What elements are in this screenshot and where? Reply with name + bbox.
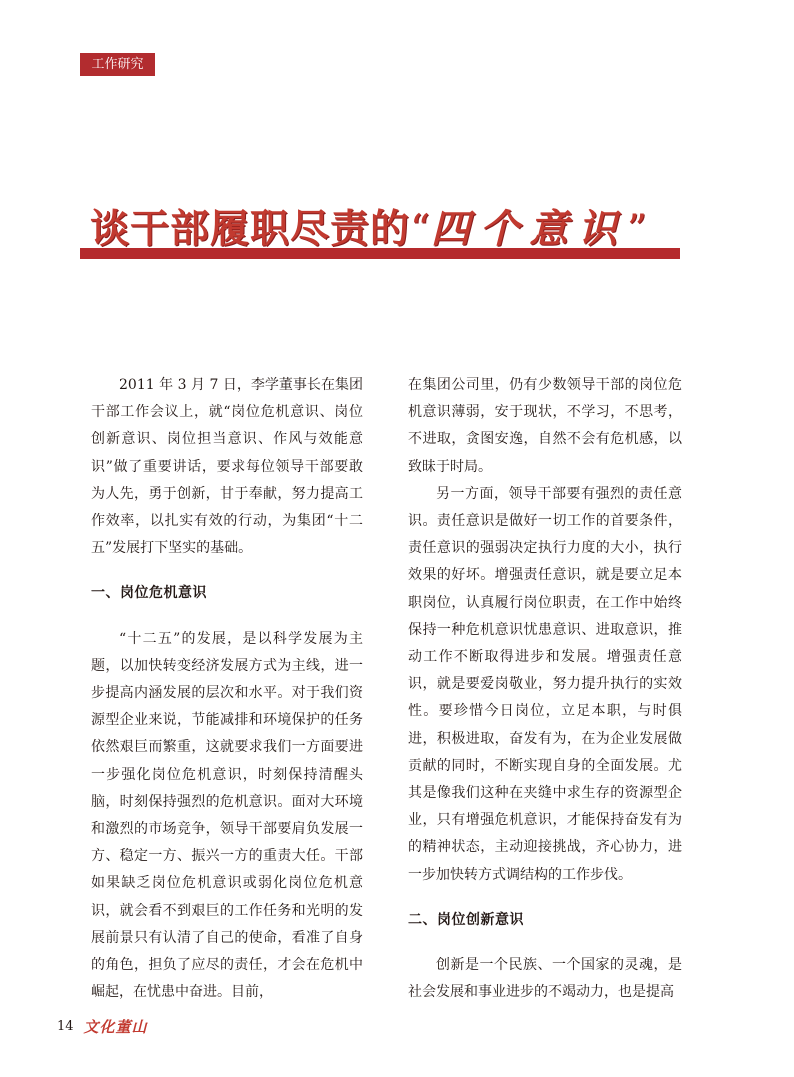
title-quote-close: ” [626,207,648,252]
article-title [90,204,648,256]
section-heading-1: 一、岗位危机意识 [91,585,207,602]
left-column [91,372,363,1006]
intro-paragraph: 2011 年 3 月 7 日，李学董事长在集团干部工作会议上，就“岗位危机意识、岗位创新意识、岗位担当意识、作风与效能意识”做了重要讲话，要求每位领导干部要敢为人先，勇于创新，甘于奉献，努力提高工作效率，以扎实有效的行动，为集团“十二五”发展打下坚实的基础。 [91,377,363,557]
body-paragraph-1: “十二五”的发展，是以科学发展为主题，以加快转变经济发展方式为主线，进一步提高内涵发展的层次和水平。对于我们资源型企业来说，节能减排和环境保护的任务依然艰巨而繁重，这就要求我们一方面要进一步强化岗位危机意识，时刻保持清醒头脑，时刻保持强烈的危机意识。面对大环境和激烈的市场竞争，领导干部要肩负发展一方、稳定一方、振兴一方的重责大任。干部如果缺乏岗位危机意识或弱化岗位危机意识，就会看不到艰巨的工作任务和光明的发展前景只有认清了自己的使命，看准了自身的角色，担负了应尽的责任，才会在危机中崛起，在忧患中奋进。目前， [91,630,363,1001]
section-tag: 工作研究 [80,53,155,76]
magazine-logo: 文化董山 [83,1018,148,1036]
body-paragraph-3: 创新是一个民族、一个国家的灵魂，是社会发展和事业进步的不竭动力，也是提高 [408,957,682,1001]
section-heading-2: 二、岗位创新意识 [408,911,524,928]
page-number: 14 [57,1019,74,1034]
continued-paragraph: 在集团公司里，仍有少数领导干部的岗位危机意识薄弱，安于现状，不学习，不思考，不进取，贪图安逸，自然不会有危机感，以致昧于时局。 [408,377,682,475]
title-brush-text: 四个意识 [430,207,627,252]
title-quote-open: “ [410,207,431,252]
page-footer [57,1016,148,1037]
body-paragraph-2: 另一方面，领导干部要有强烈的责任意识。责任意识是做好一切工作的首要条件，责任意识的强弱决定执行力度的大小，执行效果的好坏。增强责任意识，就是要立足本职岗位，认真履行岗位职责，在工作中始终保持一种危机意识忧患意识、进取意识，推动工作不断取得进步和发展。增强责任意识，就是要爱岗敬业，努力提升执行的实效性。要珍惜今日岗位，立足本职，与时俱进，积极进取，奋发有为，在为企业发展做贡献的同时，不断实现自身的全面发展。尤其是像我们这种在夹缝中求生存的资源型企业，只有增强危机意识，才能保持奋发有为的精神状态，主动迎接挑战，齐心协力，进一步加快转方式调结构的工作步伐。 [408,485,682,883]
title-main: 谈干部履职尽责的 [90,207,411,252]
right-column [408,372,682,1006]
